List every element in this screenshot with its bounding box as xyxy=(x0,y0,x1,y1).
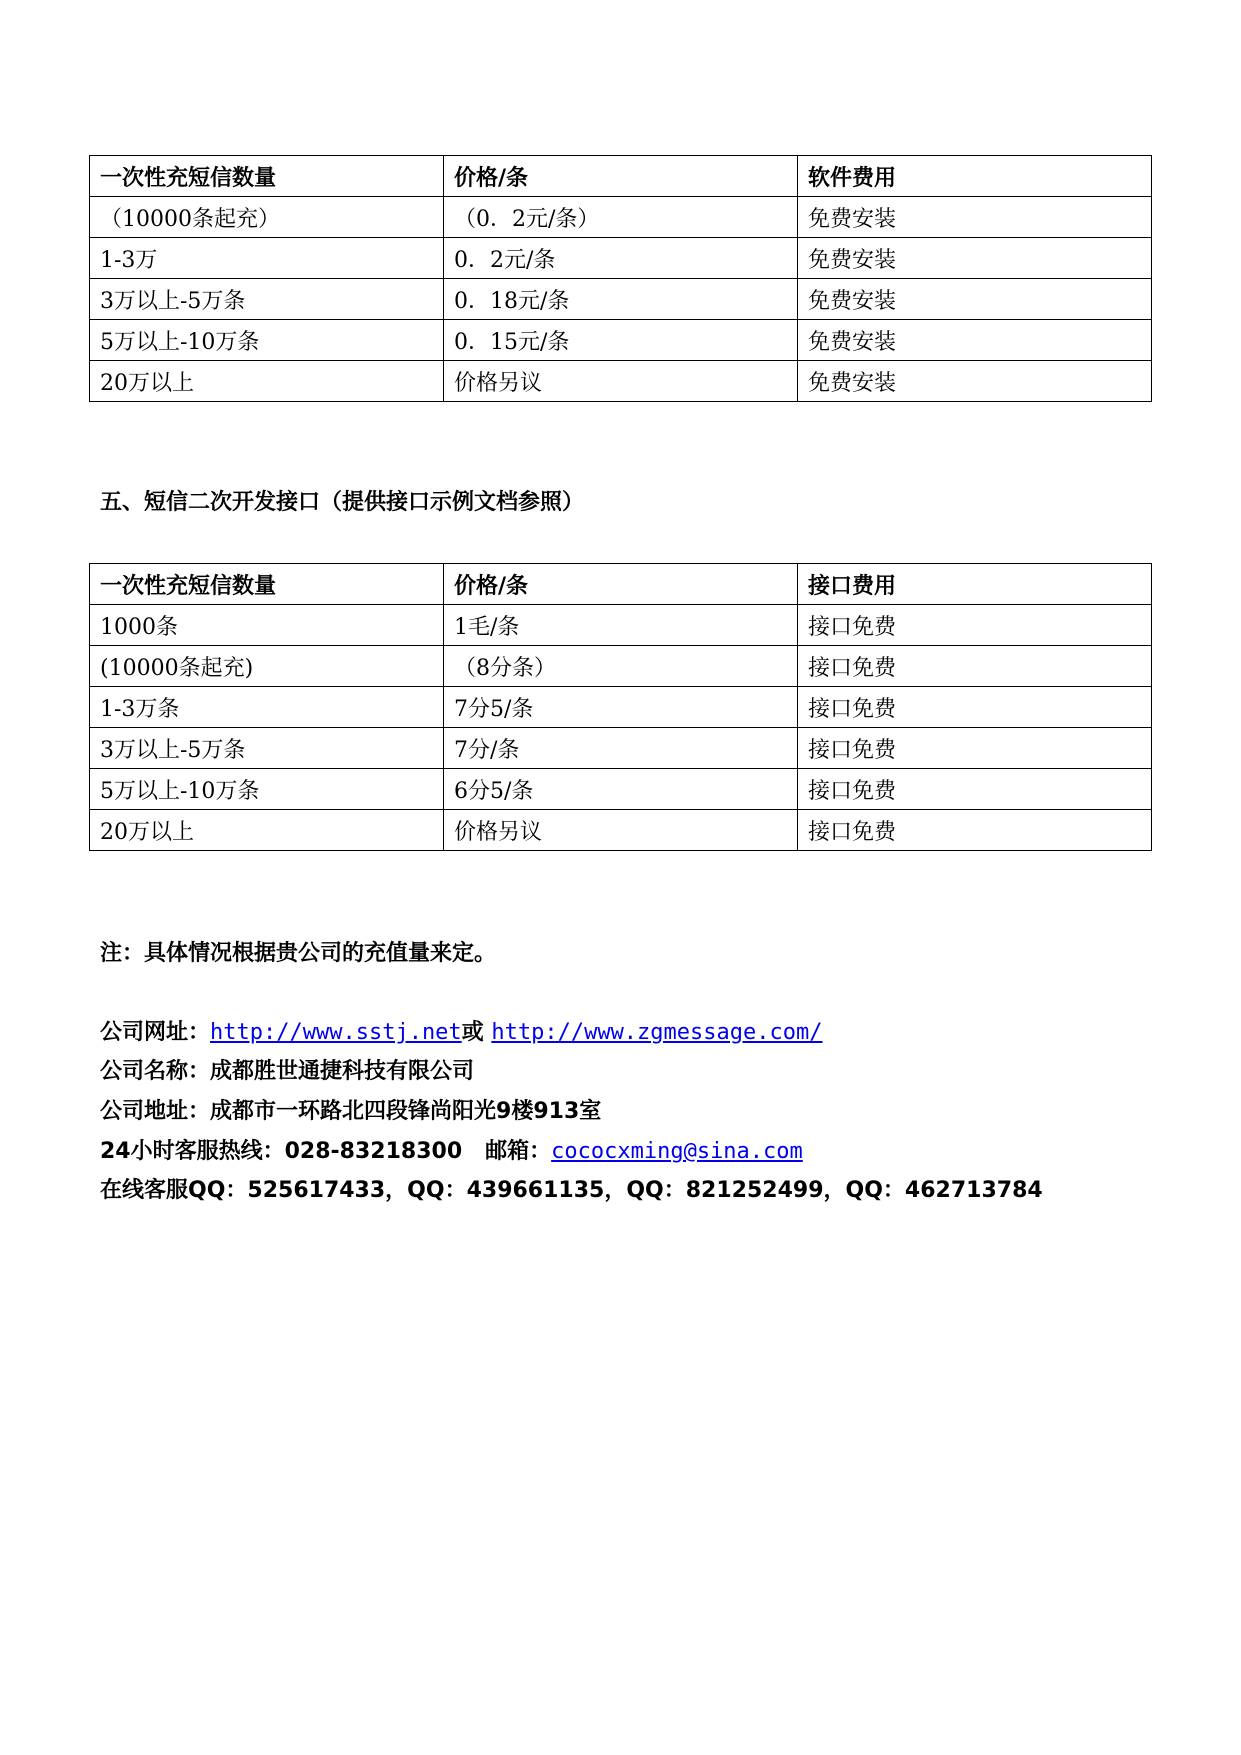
price-cell: （8分条） xyxy=(444,646,798,687)
website-link-sstj[interactable]: http://www.sstj.net xyxy=(210,1020,462,1045)
quantity-cell: 20万以上 xyxy=(90,810,444,851)
website-separator: 或 xyxy=(461,1020,492,1045)
quantity-cell: （10000条起充） xyxy=(90,197,444,238)
table-row xyxy=(90,769,1152,810)
price-cell: 7分5/条 xyxy=(444,687,798,728)
website-link-zgmessage[interactable]: http://www.zgmessage.com/ xyxy=(491,1020,823,1045)
table-row xyxy=(90,646,1152,687)
quantity-cell: 1-3万 xyxy=(90,238,444,279)
fee-cell: 免费安装 xyxy=(798,197,1152,238)
qq-line: 在线客服QQ：525617433，QQ：439661135，QQ：821252499，QQ：462713784 xyxy=(100,1178,1043,1203)
price-cell: 7分/条 xyxy=(444,728,798,769)
fee-cell: 免费安装 xyxy=(798,361,1152,402)
table-row xyxy=(90,320,1152,361)
quantity-cell: 3万以上-5万条 xyxy=(90,728,444,769)
company-address-line xyxy=(100,1094,601,1125)
column-header-price: 价格/条 xyxy=(444,564,798,605)
column-header-price: 价格/条 xyxy=(444,156,798,197)
sms-price-table xyxy=(89,155,1152,402)
api-price-table xyxy=(89,563,1152,851)
column-header-quantity: 一次性充短信数量 xyxy=(90,564,444,605)
table-row xyxy=(90,197,1152,238)
price-cell: 0．18元/条 xyxy=(444,279,798,320)
column-header-api-fee: 接口费用 xyxy=(798,564,1152,605)
fee-cell: 接口免费 xyxy=(798,687,1152,728)
table-row xyxy=(90,810,1152,851)
hotline-line xyxy=(100,1134,803,1165)
price-cell: 价格另议 xyxy=(444,361,798,402)
table-row xyxy=(90,361,1152,402)
hotline-label: 24小时客服热线： xyxy=(100,1139,285,1164)
table-row xyxy=(90,238,1152,279)
price-cell: （0．2元/条） xyxy=(444,197,798,238)
website-label: 公司网址： xyxy=(100,1020,211,1045)
company-name: 成都胜世通捷科技有限公司 xyxy=(210,1059,475,1084)
table-row xyxy=(90,728,1152,769)
table-row xyxy=(90,279,1152,320)
fee-cell: 接口免费 xyxy=(798,810,1152,851)
fee-cell: 免费安装 xyxy=(798,238,1152,279)
company-name-label: 公司名称： xyxy=(100,1059,211,1084)
quantity-cell: 1-3万条 xyxy=(90,687,444,728)
website-line xyxy=(100,1015,823,1046)
price-cell: 价格另议 xyxy=(444,810,798,851)
price-cell: 1毛/条 xyxy=(444,605,798,646)
price-cell: 6分5/条 xyxy=(444,769,798,810)
price-cell: 0．2元/条 xyxy=(444,238,798,279)
fee-cell: 接口免费 xyxy=(798,728,1152,769)
fee-cell: 接口免费 xyxy=(798,769,1152,810)
table-row xyxy=(90,687,1152,728)
table-header-row xyxy=(90,156,1152,197)
section-heading: 五、短信二次开发接口（提供接口示例文档参照） xyxy=(100,490,585,515)
email-label: 邮箱： xyxy=(462,1139,552,1164)
price-cell: 0．15元/条 xyxy=(444,320,798,361)
quantity-cell: 1000条 xyxy=(90,605,444,646)
table-header-row xyxy=(90,564,1152,605)
fee-cell: 接口免费 xyxy=(798,605,1152,646)
company-address-label: 公司地址： xyxy=(100,1099,211,1124)
fee-cell: 接口免费 xyxy=(798,646,1152,687)
company-address: 成都市一环路北四段锋尚阳光9楼913室 xyxy=(210,1099,602,1124)
column-header-software-fee: 软件费用 xyxy=(798,156,1152,197)
table-row xyxy=(90,605,1152,646)
quantity-cell: 3万以上-5万条 xyxy=(90,279,444,320)
quantity-cell: 20万以上 xyxy=(90,361,444,402)
company-name-line xyxy=(100,1054,474,1085)
quantity-cell: 5万以上-10万条 xyxy=(90,320,444,361)
fee-cell: 免费安装 xyxy=(798,279,1152,320)
hotline-number: 028-83218300 xyxy=(284,1139,463,1164)
email-link[interactable]: cococxming@sina.com xyxy=(551,1139,803,1164)
note-text: 注：具体情况根据贵公司的充值量来定。 xyxy=(100,941,497,966)
quantity-cell: (10000条起充) xyxy=(90,646,444,687)
fee-cell: 免费安装 xyxy=(798,320,1152,361)
column-header-quantity: 一次性充短信数量 xyxy=(90,156,444,197)
quantity-cell: 5万以上-10万条 xyxy=(90,769,444,810)
